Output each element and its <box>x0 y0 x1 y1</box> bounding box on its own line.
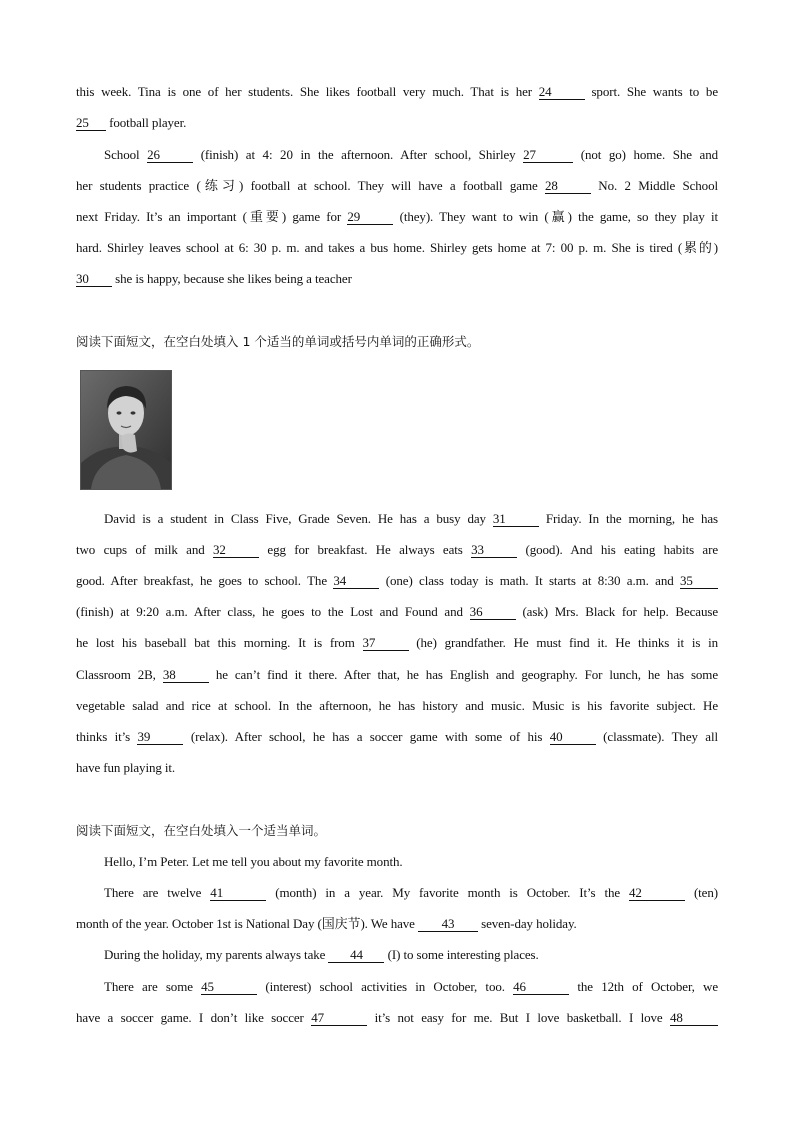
blank-36: 36 <box>470 605 516 620</box>
passage1-line: 25 football player. <box>76 115 187 130</box>
passage1-line: hard. Shirley leaves school at 6: 30 p. m. and takes a bus home. Shirley gets home at 7: 00 p. m. She is tired (累的) <box>76 240 718 255</box>
blank-42: 42 <box>629 886 685 901</box>
passage1-line: School 26 (finish) at 4: 20 in the afternoon. After school, Shirley 27 (not go) home. She and <box>104 147 718 162</box>
section-instruction: 阅读下面短文，在空白处填入一个适当单词。 <box>76 823 327 838</box>
section-instruction: 阅读下面短文，在空白处填入 1 个适当的单词或括号内单词的正确形式。 <box>76 334 480 349</box>
passage2-line: Classroom 2B, 38 he can’t find it there. After that, he has English and geography. For lunch, he has some <box>76 667 718 682</box>
blank-29: 29 <box>347 210 393 225</box>
passage2-line: two cups of milk and 32 egg for breakfast. He always eats 33 (good). And his eating habits are <box>76 542 718 557</box>
blank-46: 46 <box>513 980 569 995</box>
boy-portrait-photo-icon <box>80 370 172 490</box>
blank-43: 43 <box>418 917 478 932</box>
blank-32: 32 <box>213 543 259 558</box>
passage1-line: this week. Tina is one of her students. She likes football very much. That is her 24 sport. She wants to be <box>76 84 718 99</box>
passage3-line: There are twelve 41 (month) in a year. My favorite month is October. It’s the 42 (ten) <box>104 885 718 900</box>
blank-34: 34 <box>333 574 379 589</box>
passage2-line: good. After breakfast, he goes to school. The 34 (one) class today is math. It starts at 8:30 a.m. and 35 <box>76 573 718 589</box>
blank-30: 30 <box>76 272 112 287</box>
passage3-line: During the holiday, my parents always take 44 (I) to some interesting places. <box>104 947 539 962</box>
blank-48: 48 <box>670 1011 718 1026</box>
passage3-line: have a soccer game. I don’t like soccer 47 it’s not easy for me. But I love basketball. I love 48 <box>76 1010 718 1026</box>
blank-24: 24 <box>539 85 585 100</box>
blank-35: 35 <box>680 574 718 589</box>
passage2-line: David is a student in Class Five, Grade Seven. He has a busy day 31 Friday. In the morning, he has <box>104 511 718 526</box>
blank-40: 40 <box>550 730 596 745</box>
blank-26: 26 <box>147 148 193 163</box>
passage3-line: Hello, I’m Peter. Let me tell you about my favorite month. <box>104 854 403 869</box>
blank-39: 39 <box>137 730 183 745</box>
passage2-line: (finish) at 9:20 a.m. After class, he goes to the Lost and Found and 36 (ask) Mrs. Black for help. Because <box>76 604 719 619</box>
passage2-line: he lost his baseball bat this morning. It is from 37 (he) grandfather. He must find it. He thinks it is in <box>76 635 718 650</box>
blank-25: 25 <box>76 116 106 131</box>
blank-28: 28 <box>545 179 591 194</box>
blank-45: 45 <box>201 980 257 995</box>
passage3-line: month of the year. October 1st is National Day (国庆节). We have 43 seven-day holiday. <box>76 916 577 931</box>
passage3-line: There are some 45 (interest) school activities in October, too. 46 the 12th of October, we <box>104 979 718 994</box>
blank-37: 37 <box>363 636 409 651</box>
passage1-line: her students practice (练习) football at school. They will have a football game 28 No. 2 Middle School <box>76 178 718 193</box>
blank-27: 27 <box>523 148 573 163</box>
blank-44: 44 <box>328 948 384 963</box>
blank-47: 47 <box>311 1011 367 1026</box>
passage2-line: have fun playing it. <box>76 760 176 775</box>
passage1-line: 30 she is happy, because she likes being a teacher <box>76 271 352 286</box>
blank-31: 31 <box>493 512 539 527</box>
blank-33: 33 <box>471 543 517 558</box>
passage2-line: thinks it’s 39 (relax). After school, he has a soccer game with some of his 40 (classmate). They all <box>76 729 718 744</box>
passage1-line: next Friday. It’s an important (重要) game for 29 (they). They want to win (赢) the game, so they play it <box>76 209 718 224</box>
passage2-line: vegetable salad and rice at school. In the afternoon, he has history and music. Music is his favorite subject. He <box>76 698 718 713</box>
blank-41: 41 <box>210 886 266 901</box>
blank-38: 38 <box>163 668 209 683</box>
